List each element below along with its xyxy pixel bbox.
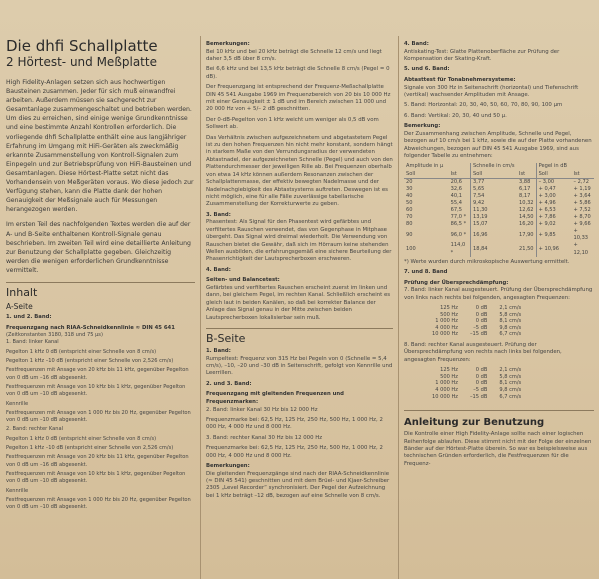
a-side-list <box>6 339 195 511</box>
remark-text: Der Zusammenhang zwischen Amplitude, Schnelle und Pegel, bezogen auf 10 cm/s bei 1 kHz, sowie die auf der Platte vorhandenen Abweichungen, bezogen auf DIN 45 541 Ausgabe 1969, sind aus folgender Tabelle zu entnehmen: <box>404 130 592 160</box>
band-3-markers: Frequenzmarke bei: 62,5 Hz, 125 Hz, 250 Hz, 500 Hz, 1 000 Hz, 2 000 Hz, 4 000 Hz und 8 000 Hz. <box>206 445 383 459</box>
table-cell: 11,30 <box>470 207 517 214</box>
page-title: Die dhfi Schallplatte <box>6 37 158 55</box>
table-cell: 8,1 cm/s <box>499 380 522 387</box>
antiskating-text: Antiskating-Test: Glatte Plattenoberfläche zur Prüfung der Kompensation der Skating-Kraft. <box>404 48 560 62</box>
list-item: 2. Band: rechter Kanal <box>6 426 64 433</box>
table-row <box>404 200 594 207</box>
crosstalk-heading: Prüfung der Übersprechdämpfung: <box>404 279 509 286</box>
table-cell: 10 000 Hz <box>432 393 458 400</box>
tracking-test-heading: Abtasttest für Tonabnehmersysteme: <box>404 77 516 83</box>
band-2-line: 2. Band: linker Kanal 30 Hz bis 12 000 Hz <box>206 406 318 413</box>
list-item: Pegelton 1 kHz –10 dB (entspricht einer Schnelle von 2,526 cm/s) <box>6 358 174 365</box>
crosstalk-table-left <box>426 305 527 338</box>
table-row <box>404 178 594 186</box>
list-item: Pegelton 1 kHz –10 dB (entspricht einer Schnelle von 2,526 cm/s) <box>6 445 174 452</box>
table-cell: 90 <box>406 231 413 238</box>
table-row <box>426 318 527 325</box>
table-row <box>426 331 527 338</box>
divider <box>206 328 393 329</box>
divider <box>6 282 195 283</box>
list-item: Festfrequenzen mit Ansage von 10 kHz bis 1 kHz, gegenüber Pegelton von 0 dB um –10 dB abgesenkt. <box>6 470 186 485</box>
table-cell: 6,7 cm/s <box>499 393 522 400</box>
table-cell: 10,32 <box>518 199 534 206</box>
table-cell: –15 dB <box>469 331 488 338</box>
table-header: Ist <box>571 163 594 178</box>
list-item: 1. Band: linker Kanal <box>6 339 59 346</box>
table-cell: + 0,47 <box>536 186 571 193</box>
table-footnote: *) Werte wurden durch mikroskopische Auswertung ermittelt. <box>404 258 570 265</box>
intro-paragraph-2: Im ersten Teil des nachfolgenden Textes werden die auf der A- und B-Seite enthaltenen Kontroll-Signale genau beschrieben. Im zweiten Teil wird eine detaillierte Anleitung zur Benutzung der Schallplatte gegeben. Gleichzeitig werden die wenigen erforderlichen Grundkenntnisse vermittelt. <box>6 221 191 274</box>
list-item: Festfrequenzen mit Ansage von 1 000 Hz bis 20 Hz, gegenüber Pegelton von 0 dB um –10 dB abgesenkt. <box>6 496 191 511</box>
table-row <box>426 305 527 312</box>
intro-paragraph-1: High Fidelity-Anlagen setzen sich aus hochwertigen Bausteinen zusammen. Jeder für sich muß einwandfrei arbeiten. Außerdem müssen sie sachgerecht zur Gesamtanlage zusammengeschaltet und betrieben werden. Um dies zu erreichen, sind einige wenige Grundkenntnisse und eine bestimmte Anzahl Kontrollen erforderlich. Die vorliegende dhfi Schallplatte enthält eine aus langjähriger Erfahrung im Umgang mit HiFi-Geräten als zweckmäßig erkannte Zusammenstellung von Kontroll-Signalen zum Einpegeln und zur Betriebsprüfung von HiFi-Bausteinen und Gesamtanlagen. Diese Hörtest-Platte setzt nicht das Vorhandensein von Meßgeräten voraus. Wo diese jedoch zur Verfügung stehen, kann die Platte dank der hohen Genauigkeit der Meßsignale auch für Messungen herangezogen werden. <box>6 79 194 214</box>
band-4-label: 4. Band: <box>206 266 231 273</box>
table-cell: 0 dB <box>475 311 488 318</box>
remarks-label: Bemerkungen: <box>206 41 250 47</box>
table-cell: 0 dB <box>475 318 488 325</box>
list-item: Festfrequenzen mit Ansage von 20 kHz bis 11 kHz, gegenüber Pegelton von 0 dB um –16 dB abgesenkt. <box>6 367 189 381</box>
table-cell: 6,7 cm/s <box>499 331 522 338</box>
table-cell: 5,8 cm/s <box>499 373 522 380</box>
table-cell: 5,65 <box>470 186 517 193</box>
table-row <box>426 312 527 319</box>
list-item: Festfrequenzen mit Ansage von 20 kHz bis 11 kHz, gegenüber Pegelton von 0 dB um –16 dB abgesenkt. <box>6 454 189 468</box>
table-cell: 14,50 <box>518 214 534 221</box>
table-row <box>426 380 527 387</box>
band-7-8-label: 7. und 8. Band <box>404 269 448 276</box>
sweep-heading: Frequenzgang mit gleitenden Frequenzen und Frequenzmarken: <box>206 391 344 405</box>
table-cell: 17,90 <box>518 231 534 238</box>
table-cell: 5,8 cm/s <box>499 311 522 318</box>
table-cell: + 7,86 <box>536 214 571 221</box>
table-cell: 3,77 <box>470 178 517 186</box>
page-subtitle: 2 Hörtest- und Meßplatte <box>6 55 157 69</box>
list-item: Festfrequenzen mit Ansage von 1 000 Hz bis 20 Hz, gegenüber Pegelton von 0 dB um –10 dB abgesenkt. <box>6 409 191 424</box>
table-row <box>404 207 594 214</box>
paragraph: Das Verhältnis zwischen aufgezeichnetem und abgetastetem Pegel ist zu den hohen Frequenzen hin nicht mehr konstant, sondern hängt in starkem Maße von den Verrundungsradius der verwendeten Abtastnadel, der aufgezeichneten Schnelle (Pegel) und auch von den Plattendurchmesser der jeweiligen Rille ab. Bei Frequenzen oberhalb von etwa 14 kHz können außerdem Resonanzen zwischen der Schallplattenmasse, der effektiv bewegten Nadelmasse und der Nadelnachgiebigkeit des Abtastsystems auftreten. Deswegen ist es nicht möglich, eine für alle Fälle zuverlässige tabellarische Zusammenstellung der Korrekturwerte zu geben. <box>206 134 393 208</box>
table-cell: 16,96 <box>470 228 517 242</box>
table-cell: 4 000 Hz <box>435 387 458 394</box>
table-cell: 500 Hz <box>440 311 458 318</box>
usage-heading: Anleitung zur Benutzung <box>404 417 545 429</box>
table-cell: 16,20 <box>518 221 534 228</box>
list-item: Festfrequenzen mit Ansage von 10 kHz bis 1 kHz, gegenüber Pegelton von 0 dB um –10 dB abgesenkt. <box>6 383 186 398</box>
left-column <box>0 0 200 579</box>
table-cell: 2,1 cm/s <box>499 367 522 374</box>
table-cell: + 10,96 <box>536 242 571 256</box>
table-cell: 8,1 cm/s <box>499 318 522 325</box>
time-constants: (Zeitkonstanten 3180, 318 und 75 µs) <box>6 332 103 339</box>
table-cell: 125 Hz <box>440 367 458 374</box>
table-cell: 7,54 <box>470 193 517 200</box>
table-cell: 9,8 cm/s <box>499 324 522 331</box>
table-cell: 60 <box>406 207 413 213</box>
list-item: Kennrille <box>6 400 29 407</box>
table-cell: 1 000 Hz <box>435 318 458 325</box>
intro-text <box>6 78 195 275</box>
table-cell: + 3,64 <box>573 192 591 199</box>
list-item: Pegelton 1 kHz 0 dB (entspricht einer Schnelle von 8 cm/s) <box>6 435 157 442</box>
balance-test-text: Gefärbtes und verfiltertes Rauschen erscheint zuerst im linken und dann, bei gleichem Pegel, im rechten Kanal. Schließlich erscheint es gleich laut in beiden Kanälen, so daß bei korrekter Balance der Anlage das Signal genau in der Mitte zwischen beiden Lautsprecherboxen lokalisierbar sein muß. <box>206 284 391 321</box>
table-cell: 0 dB <box>475 367 488 374</box>
table-row <box>404 242 594 256</box>
table-cell: –5 dB <box>473 387 488 394</box>
table-cell: 80 <box>406 221 413 228</box>
balance-test-heading: Seiten- und Balancetest: <box>206 277 280 284</box>
band-2-markers: Frequenzmarke bei: 62,5 Hz, 125 Hz, 250 Hz, 500 Hz, 1 000 Hz, 2 000 Hz, 4 000 Hz und 8 000 Hz. <box>206 416 383 431</box>
table-cell: + 8,70 <box>573 214 591 221</box>
band-1-2-label: 1. und 2. Band: <box>6 313 52 320</box>
band-3-label: 3. Band: <box>206 211 231 218</box>
table-header: Ist <box>449 163 471 178</box>
table-cell: 18,84 <box>470 242 517 256</box>
table-cell: + 3,00 <box>536 193 571 200</box>
divider <box>404 410 594 411</box>
table-cell: + 9,85 <box>536 228 571 242</box>
table-cell: 67,5 <box>450 207 462 213</box>
table-cell: 0 dB <box>475 373 488 380</box>
tracking-test-text: Signale von 300 Hz in Seitenschrift (horizontal) und Tiefenschrift (vertikal) wachsender Amplituden mit Ansage. <box>404 84 579 98</box>
band-4-label: 4. Band: <box>404 41 429 47</box>
table-cell: –5 dB <box>473 324 488 331</box>
table-row <box>404 228 594 242</box>
a-side-heading: A-Seite <box>6 301 33 311</box>
table-cell: – 3,00 <box>536 178 571 186</box>
table-cell: + 9,02 <box>536 221 571 228</box>
table-row <box>426 367 527 374</box>
table-cell: + 6,53 <box>536 207 571 214</box>
contents-heading: Inhalt <box>6 285 38 299</box>
rumble-test-text: Rumpeltest: Frequenz von 315 Hz bei Pegeln von 0 (Schnelle = 5,4 cm/s), –10, –20 und –30 dB in Seitenschrift, gefolgt von Kennrille und Leerrillen. <box>206 355 393 377</box>
usage-text: Die Kontrolle einer High Fidelity-Anlage sollte nach einer logischen Reihenfolge ablaufen. Diese stimmt nicht mit der Folge der einzelnen Bänder auf der Hörtest-Platte überein. So war es beispielsweise aus technischen Gründen erforderlich, die Festfrequenzen für die Frequenz- <box>404 431 592 467</box>
table-cell: 100 <box>406 246 416 253</box>
table-cell: + 4,96 <box>536 200 571 207</box>
table-cell: 40 <box>406 192 413 199</box>
table-cell: 10 000 Hz <box>432 331 458 338</box>
table-cell: 15,07 <box>470 221 517 228</box>
band-6-vertical: 6. Band: Vertikal: 20, 30, 40 und 50 µ. <box>404 112 507 119</box>
table-cell: 13,19 <box>470 214 517 221</box>
table-cell: 21,50 <box>518 246 534 253</box>
paragraph: Bei 6,6 kHz und bei 13,5 kHz beträgt die Schnelle 8 cm/s (Pegel = 0 dB). <box>206 66 390 80</box>
table-cell: 50 <box>406 199 413 206</box>
remarks-label: Bemerkungen: <box>206 463 250 469</box>
band-3-line: 3. Band: rechter Kanal 30 Hz bis 12 000 Hz <box>206 434 323 441</box>
table-header: Pegel in dB Soll <box>536 163 571 178</box>
table-cell: 125 Hz <box>440 305 458 312</box>
band-8-text: 8. Band: rechter Kanal ausgesteuert. Prüfung der Übersprechdämpfung von rechts nach links bei folgenden, angesagten Frequenzen: <box>404 342 562 363</box>
band-7-text: 7. Band: linker Kanal ausgesteuert. Prüfung der Übersprechdämpfung von links nach rechts bei folgenden, angesagten Frequenzen: <box>404 287 593 301</box>
remarks-text: Die gleitenden Frequenzgänge sind nach der RIAA-Schneidkennlinie (≈ DIN 45 541) geschnitten und mit dem Brüel- und Kjaer-Schreiber 2305 „Level Recorder“ synchronisiert. Der Pegel der Aufzeichnung bei 1 kHz beträgt –12 dB, bezogen auf eine Schnelle von 8 cm/s. <box>206 470 390 499</box>
table-row <box>404 186 594 193</box>
table-cell: –15 dB <box>469 393 488 400</box>
table-cell: 114,0 * <box>450 242 466 256</box>
b-side-heading: B-Seite <box>206 331 246 345</box>
table-cell: 77,0 * <box>450 214 467 221</box>
table-cell: 4 000 Hz <box>435 324 458 331</box>
table-cell: 0 dB <box>475 305 488 312</box>
right-column <box>398 0 599 579</box>
table-cell: + 5,86 <box>573 199 591 206</box>
amplitude-table-body <box>404 178 594 257</box>
table-cell: 12,62 <box>518 207 534 213</box>
table-cell: 86,5 * <box>450 221 467 228</box>
b-band-2-3-label: 2. und 3. Band: <box>206 380 252 387</box>
table-row <box>404 193 594 200</box>
table-cell: 1 000 Hz <box>435 380 458 387</box>
table-cell: 96,0 * <box>450 231 467 238</box>
table-cell: 500 Hz <box>440 373 458 380</box>
list-item: Kennrille <box>6 487 29 494</box>
table-cell: 9,42 <box>470 200 517 207</box>
table-header: Amplitude in µ Soll <box>404 163 449 178</box>
remark-label: Bemerkung: <box>404 123 441 130</box>
remarks-text: Bei 10 kHz und bei 20 kHz beträgt die Schnelle 12 cm/s und liegt daher 3,5 dB über 8 cm/s. <box>206 48 382 62</box>
table-cell: + 10,33 <box>573 228 589 242</box>
table-cell: 6,17 <box>518 185 531 192</box>
band-5-horizontal: 5. Band: Horizontal: 20, 30, 40, 50, 60, 70, 80, 90, 100 µm <box>404 102 563 109</box>
table-cell: 70 <box>406 214 413 221</box>
table-row <box>404 221 594 228</box>
table-cell: 20 <box>406 178 413 185</box>
table-cell: 9,8 cm/s <box>499 387 522 394</box>
table-cell: 30 <box>406 185 413 192</box>
table-cell: 8,17 <box>518 192 531 199</box>
table-row <box>426 387 527 394</box>
table-row <box>426 374 527 381</box>
phase-test-text: Phasentest: Als Signal für den Phasentest wird gefärbtes und verfiltertes Rauschen verwendet, das von Gegenphase in Mitphase übergeht. Das Signal wird dreimal wiederholt. Die Verwendung von Rauschen bietet die Gewähr, daß sich im Hörraum keine stehenden Wellen ausbilden, die erfahrungsgemäß eine sichere Beurteilung der Phasenrichtigkeit der Lautsprecherboxen erschweren. <box>206 219 392 263</box>
b-band-1-label: 1. Band: <box>206 347 231 354</box>
middle-column <box>200 0 398 579</box>
paragraph: Der Frequenzgang ist entsprechend der Frequenz-Meßschallplatte DIN 45 541 Ausgabe 1969 im Frequenzbereich von 20 bis 10 000 Hz mit einer Genauigkeit ± 1 dB und im Bereich zwischen 11 000 und 20 000 Hz von + 5/– 2 dB geschnitten. <box>206 84 391 113</box>
table-cell: 55,4 <box>450 199 462 206</box>
amplitude-table <box>404 163 594 256</box>
frequency-response-heading: Frequenzgang nach RIAA-Schneidkennlinie ≈ DIN 45 641 <box>6 324 175 331</box>
table-cell: 3,88 <box>518 178 531 185</box>
table-cell: + 12,10 <box>573 242 589 256</box>
band-5-6-label: 5. und 6. Band: <box>404 66 450 73</box>
list-item: Pegelton 1 kHz 0 dB (entspricht einer Schnelle von 8 cm/s) <box>6 348 157 355</box>
table-cell: 32,6 <box>450 185 462 192</box>
table-cell: + 1,19 <box>573 185 591 192</box>
crosstalk-table-right <box>426 367 527 400</box>
table-cell: 40,1 <box>450 192 462 199</box>
table-header: Ist <box>517 163 536 178</box>
table-row <box>426 394 527 401</box>
table-cell: 20,6 <box>450 178 462 185</box>
paragraph: Der 0-dB-Pegelton von 1 kHz weicht um weniger als 0,5 dB vom Sollwert ab. <box>206 116 379 131</box>
table-cell: + 7,52 <box>573 207 591 213</box>
table-cell: + 9,66 <box>573 221 591 228</box>
table-row <box>426 325 527 332</box>
table-cell: – 2,72 <box>573 178 589 185</box>
table-cell: 0 dB <box>475 380 488 387</box>
table-cell: 2,1 cm/s <box>499 305 522 312</box>
table-header: Schnelle in cm/s Soll <box>470 163 517 178</box>
table-row <box>404 214 594 221</box>
